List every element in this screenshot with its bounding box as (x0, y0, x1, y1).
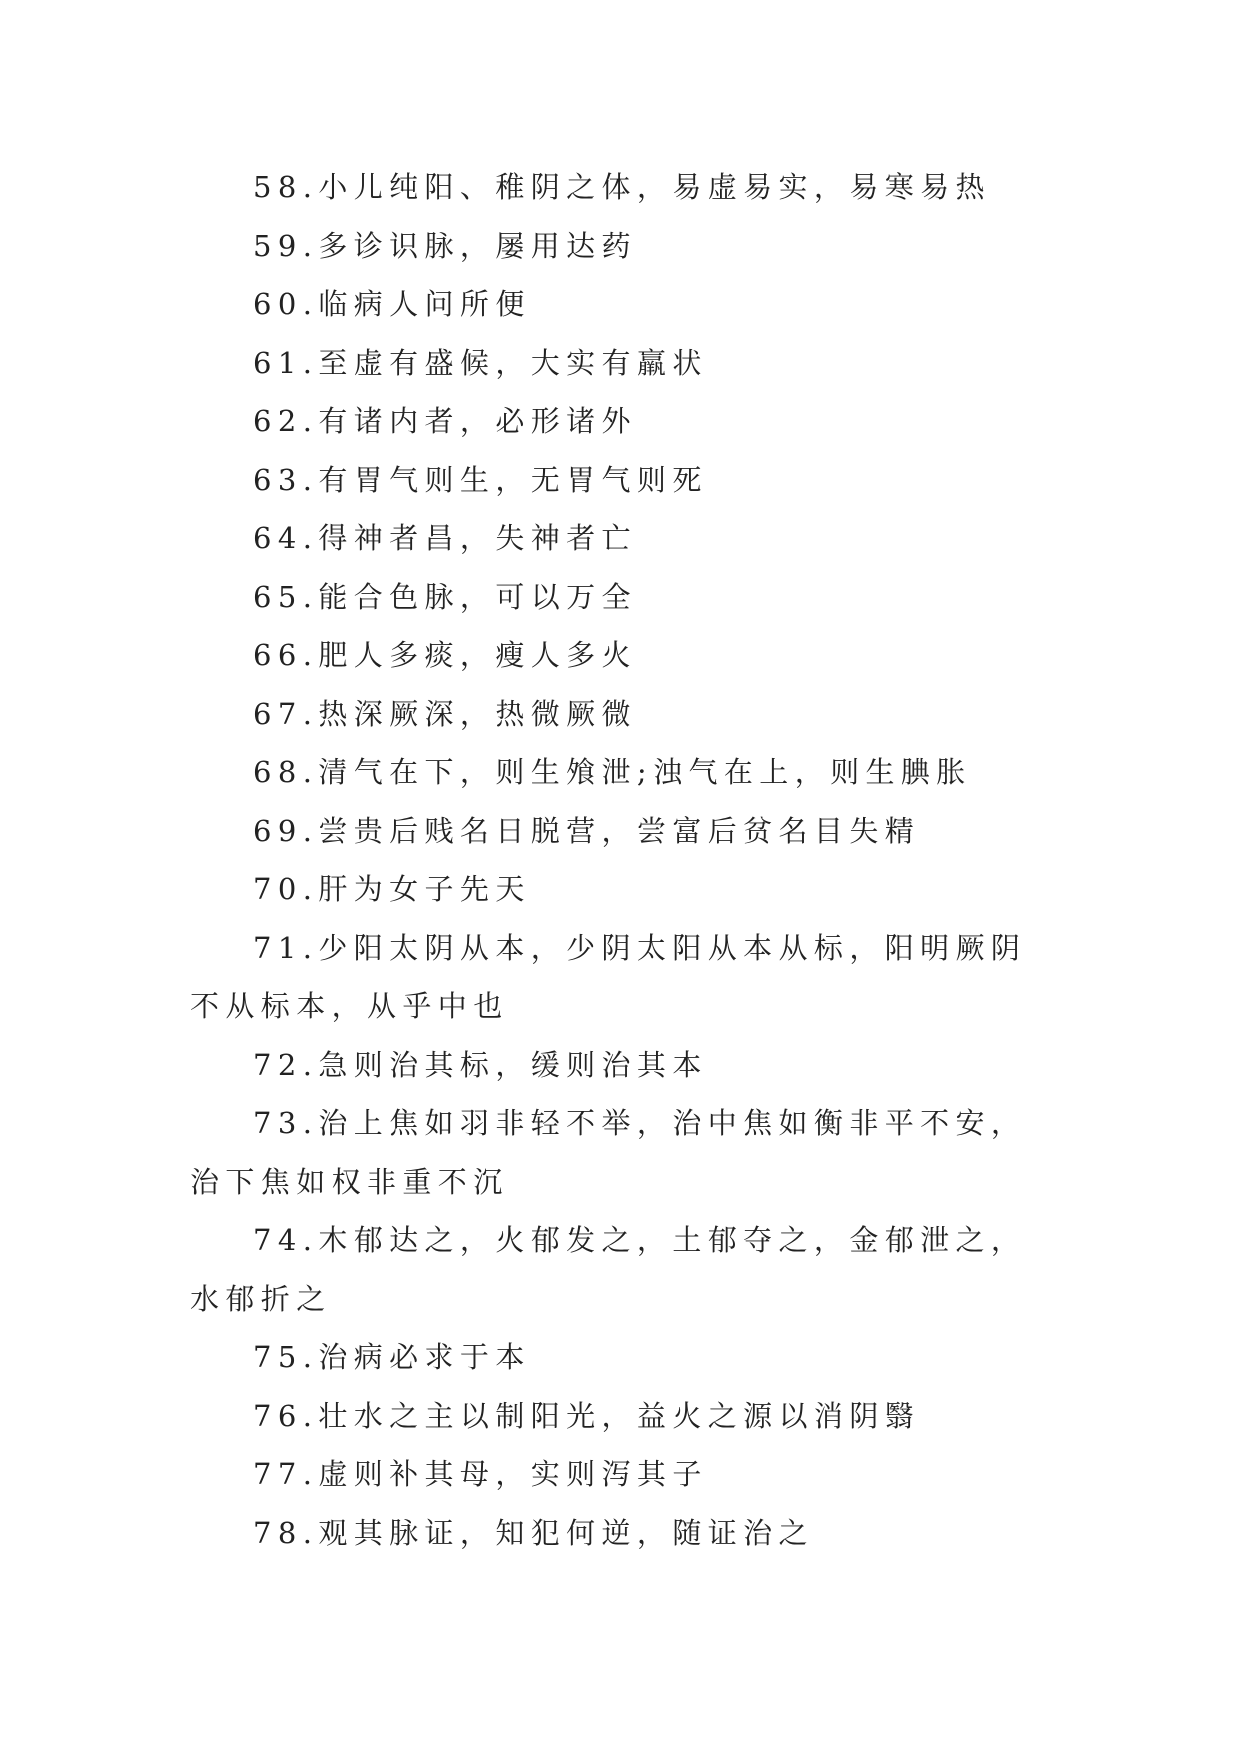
list-item: 74.木郁达之，火郁发之，土郁夺之，金郁泄之，水郁折之 (190, 1223, 1027, 1316)
list-item: 77.虚则补其母，实则泻其子 (253, 1457, 708, 1491)
list-item: 64.得神者昌，失神者亡 (253, 521, 637, 555)
list-item: 63.有胃气则生，无胃气则死 (253, 462, 708, 497)
list-item: 62.有诸内者，必形诸外 (253, 404, 637, 438)
list-item: 60.临病人问所便 (253, 287, 531, 321)
list-item: 73.治上焦如羽非轻不举，治中焦如衡非平不安，治下焦如权非重不沉 (190, 1106, 1027, 1199)
list-item: 68.清气在下，则生飧泄;浊气在上，则生腆胀 (253, 755, 972, 789)
list-item: 72.急则治其标，缓则治其本 (253, 1047, 708, 1082)
list-item: 61.至虚有盛候，大实有羸状 (253, 345, 708, 380)
list-item: 59.多诊识脉，屡用达药 (253, 228, 637, 263)
list-item: 75.治病必求于本 (253, 1340, 531, 1374)
list-item: 76.壮水之主以制阳光，益火之源以消阴翳 (253, 1398, 921, 1433)
list-item: 69.尝贵后贱名日脱营，尝富后贫名目失精 (253, 813, 921, 848)
list-item: 70.肝为女子先天 (253, 872, 531, 906)
list-item: 66.肥人多痰，瘦人多火 (253, 638, 637, 672)
list-item: 65.能合色脉，可以万全 (253, 579, 637, 614)
list-item: 78.观其脉证，知犯何逆，随证治之 (253, 1515, 814, 1550)
list-item: 58.小儿纯阳、稚阴之体，易虚易实，易寒易热 (253, 170, 991, 204)
list-item: 71.少阳太阴从本，少阴太阳从本从标，阳明厥阴不从标本，从乎中也 (190, 930, 1027, 1023)
list-item: 67.热深厥深，热微厥微 (253, 696, 637, 731)
item-list (190, 158, 1058, 1562)
